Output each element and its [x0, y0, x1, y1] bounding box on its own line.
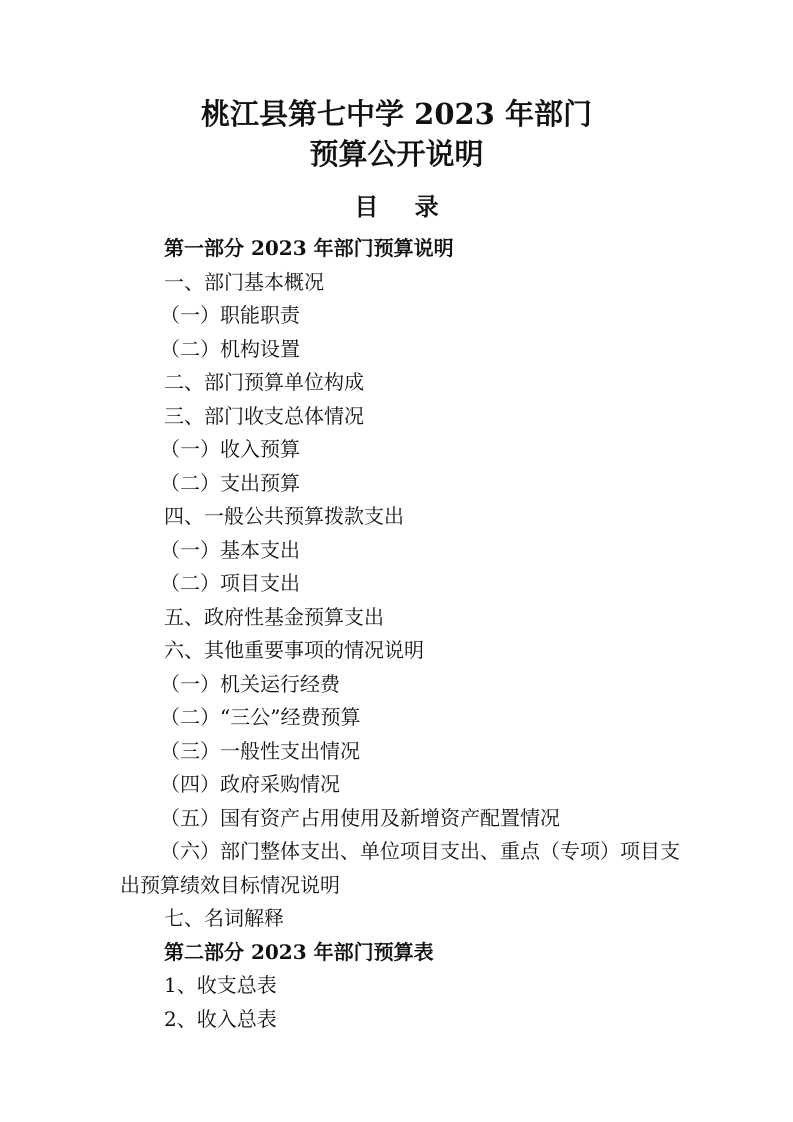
toc-section-2[interactable]: 二、部门预算单位构成 [164, 370, 364, 394]
table-of-contents [120, 232, 680, 1036]
toc-sub-6-2[interactable]: （二）“三公”经费预算 [160, 705, 361, 729]
toc-part-1[interactable]: 第一部分 2023 年部门预算说明 [164, 236, 454, 260]
toc-section-6[interactable]: 六、其他重要事项的情况说明 [164, 638, 424, 662]
toc-sub-4-2[interactable]: （二）项目支出 [160, 571, 300, 595]
toc-sub-4-1[interactable]: （一）基本支出 [160, 537, 300, 562]
toc-table-2[interactable]: 2、收入总表 [164, 1006, 277, 1031]
toc-section-5[interactable]: 五、政府性基金预算支出 [164, 604, 384, 629]
toc-table-1[interactable]: 1、收支总表 [164, 973, 277, 997]
toc-heading: 目 录 [354, 192, 453, 221]
toc-sub-6-4[interactable]: （四）政府采购情况 [160, 772, 340, 796]
toc-sub-3-2[interactable]: （二）支出预算 [160, 470, 300, 495]
toc-section-4[interactable]: 四、一般公共预算拨款支出 [164, 504, 404, 528]
toc-section-3[interactable]: 三、部门收支总体情况 [164, 403, 364, 428]
document-title-line-1: 桃江县第七中学 2023 年部门 [201, 97, 592, 131]
toc-sub-3-1[interactable]: （一）收入预算 [160, 437, 300, 461]
toc-section-1[interactable]: 一、部门基本概况 [164, 269, 324, 294]
toc-sub-6-1[interactable]: （一）机关运行经费 [160, 671, 340, 696]
toc-part-2[interactable]: 第二部分 2023 年部门预算表 [164, 939, 434, 964]
toc-sub-1-2[interactable]: （二）机构设置 [160, 336, 300, 361]
toc-section-7[interactable]: 七、名词解释 [164, 906, 284, 930]
toc-sub-6-6[interactable]: （六）部门整体支出、单位项目支出、重点（专项）项目支出预算绩效目标情况说明 [120, 839, 680, 897]
toc-sub-6-5[interactable]: （五）国有资产占用使用及新增资产配置情况 [160, 805, 560, 830]
toc-sub-1-1[interactable]: （一）职能职责 [160, 303, 300, 327]
document-title-line-2: 预算公开说明 [309, 137, 484, 171]
toc-sub-6-3[interactable]: （三）一般性支出情况 [160, 738, 360, 763]
